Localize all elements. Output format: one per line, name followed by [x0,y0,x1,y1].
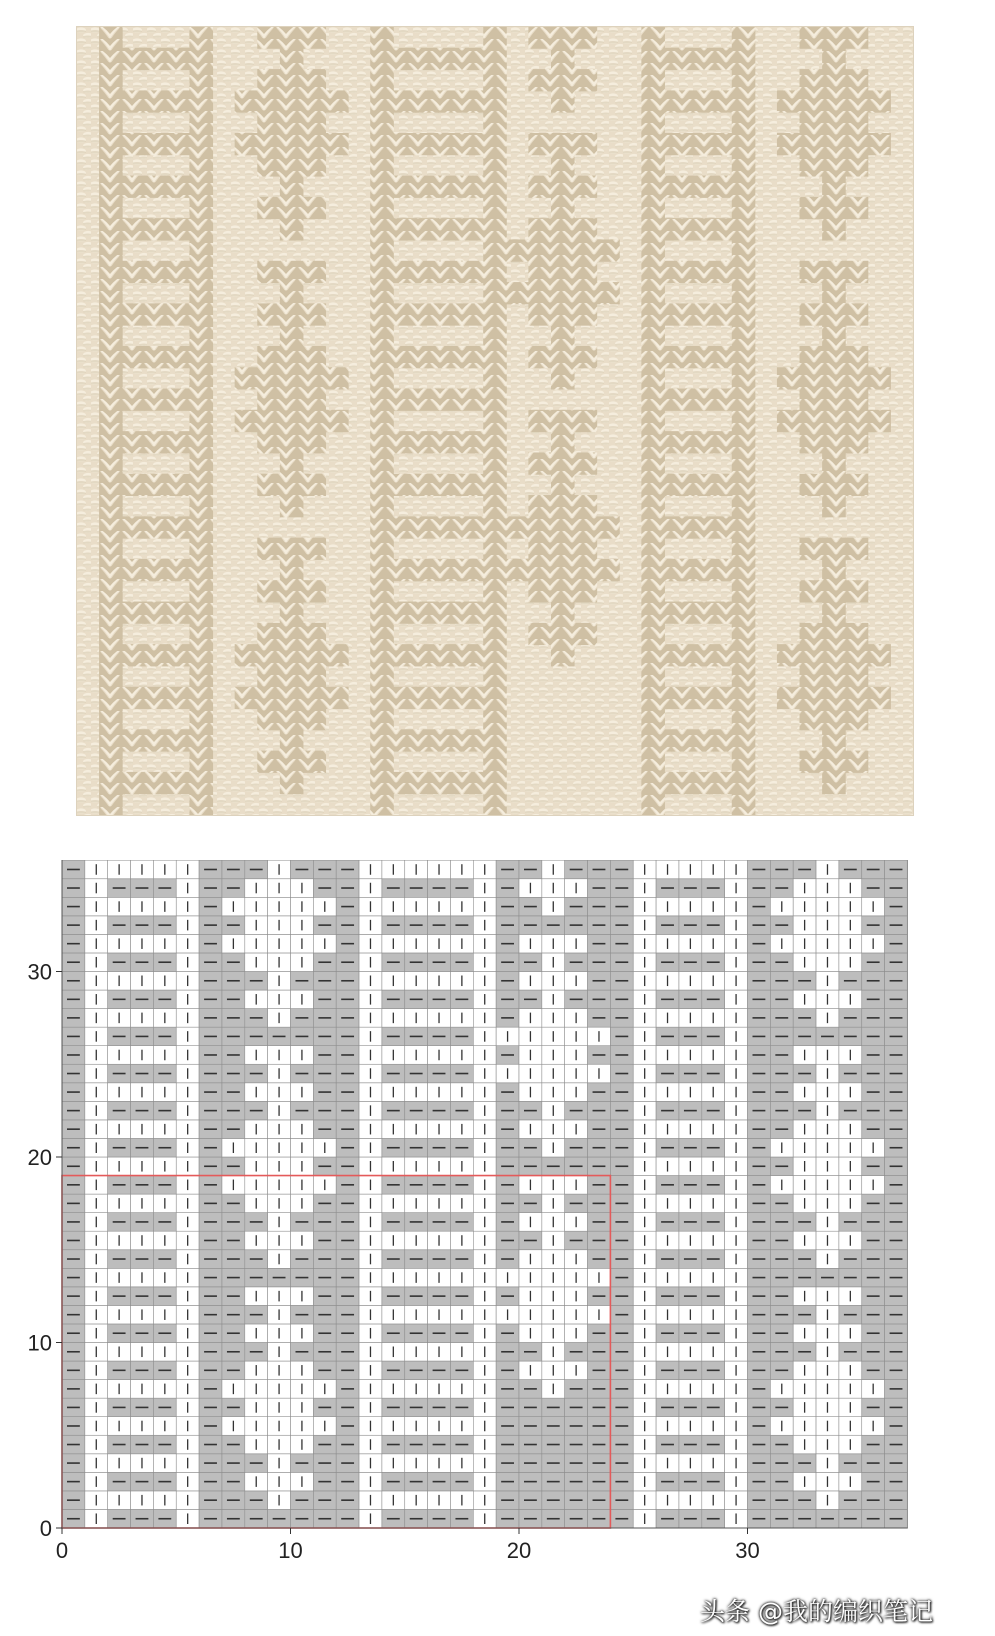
knitting-chart [0,860,995,1636]
x-tick-label: 10 [278,1538,303,1563]
knitted-swatch-photo [76,26,914,816]
watermark: 头条 @我的编织笔记 [700,1597,933,1626]
x-tick-label: 0 [55,1538,69,1563]
x-tick-label: 20 [506,1538,532,1563]
y-tick-label: 20 [27,1145,52,1170]
chart-cells [62,860,907,1528]
knitted-fabric-icon [77,27,913,815]
x-tick-label: 30 [735,1538,760,1563]
y-tick-label: 30 [27,959,52,985]
y-tick-label: 0 [39,1516,52,1541]
stitch-chart-svg [0,860,995,1636]
swatch-sheen [77,27,913,815]
y-tick-label: 10 [27,1330,52,1356]
